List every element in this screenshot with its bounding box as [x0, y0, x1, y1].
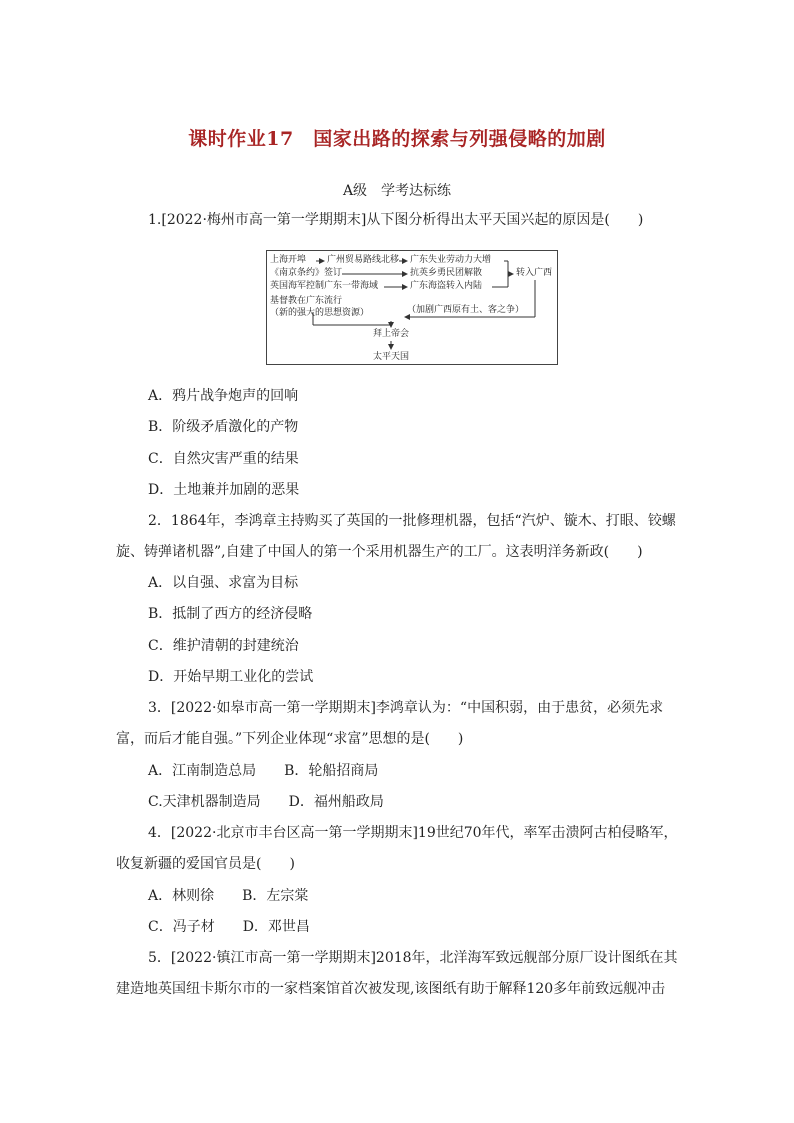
question-1-option-c: C．自然灾害严重的结果 [148, 451, 299, 467]
question-5-line-2: 建造地英国纽卡斯尔市的一家档案馆首次被发现,该图纸有助于解释120多年前致远舰冲击 [116, 981, 666, 997]
section-level: A级 学考达标练 [342, 183, 452, 199]
question-4-options-row-1: A．林则徐 B．左宗棠 [148, 888, 309, 904]
question-3-line-1: 3．[2022·如皋市高一第一学期期末]李鸿章认为：“中国积弱，由于患贫，必须先求 [148, 700, 664, 716]
question-5-line-1: 5．[2022·镇江市高一第一学期期末]2018年，北洋海军致远舰部分原厂设计图纸在其 [148, 950, 678, 966]
question-1-option-a: A．鸦片战争炮声的回响 [148, 388, 299, 404]
diagram-to-guangxi: 转入广西 [516, 268, 553, 278]
question-2-line-2: 旋、铸弹诸机器”,自建了中国人的第一个采用机器生产的工厂。这表明洋务新政( ) [116, 544, 643, 560]
question-4-line-1: 4．[2022·北京市丰台区高一第一学期期末]19世纪70年代，率军击溃阿古柏侵略军， [148, 825, 678, 841]
question-3-line-2: 富，而后才能自强。”下列企业体现“求富”思想的是( ) [116, 731, 464, 747]
question-2-option-a: A．以自强、求富为目标 [148, 575, 299, 591]
question-3-options-row-2: C.天津机器制造局 D．福州船政局 [148, 794, 384, 810]
question-1-option-d: D．土地兼并加剧的恶果 [148, 482, 300, 498]
diagram-taiping: 太平天国 [373, 352, 410, 362]
diagram-baishang: 拜上帝会 [373, 329, 410, 339]
question-2-option-c: C．维护清朝的封建统治 [148, 638, 299, 654]
question-4-line-2: 收复新疆的爱国官员是( ) [116, 856, 295, 872]
diagram-christianity: 基督教在广东流行 [270, 296, 343, 306]
question-2-line-1: 2．1864年，李鸿章主持购买了英国的一批修理机器，包括“汽炉、镟木、打眼、铰螺 [148, 513, 676, 529]
question-4-options-row-2: C．冯子材 D．邓世昌 [148, 919, 310, 935]
diagram-unemployment: 广东失业劳动力大增 [410, 255, 492, 265]
diagram-conflict: （加剧广西原有土、客之争） [407, 305, 525, 315]
diagram-british-navy: 英国海军控制广东一带海域 [270, 281, 379, 291]
question-1-diagram [266, 250, 558, 365]
question-2-option-d: D．开始早期工业化的尝试 [148, 669, 314, 685]
page-title: 课时作业17 国家出路的探索与列强侵略的加剧 [188, 128, 606, 150]
diagram-pirates: 广东海盗转入内陆 [410, 281, 483, 291]
diagram-shanghai: 上海开埠 [270, 255, 307, 265]
diagram-ideology: （新的强大的思想资源） [270, 308, 370, 318]
question-1-option-b: B．阶级矛盾激化的产物 [148, 419, 299, 435]
question-1-stem: 1.[2022·梅州市高一第一学期期末]从下图分析得出太平天国兴起的原因是( ) [148, 212, 644, 228]
question-3-options-row-1: A．江南制造总局 B．轮船招商局 [148, 763, 379, 779]
diagram-militia-disband: 抗英乡勇民团解散 [410, 268, 483, 278]
question-2-option-b: B．抵制了西方的经济侵略 [148, 606, 313, 622]
diagram-nanjing-treaty: 《南京条约》签订 [270, 268, 343, 278]
diagram-guangzhou-trade: 广州贸易路线北移 [327, 255, 400, 265]
